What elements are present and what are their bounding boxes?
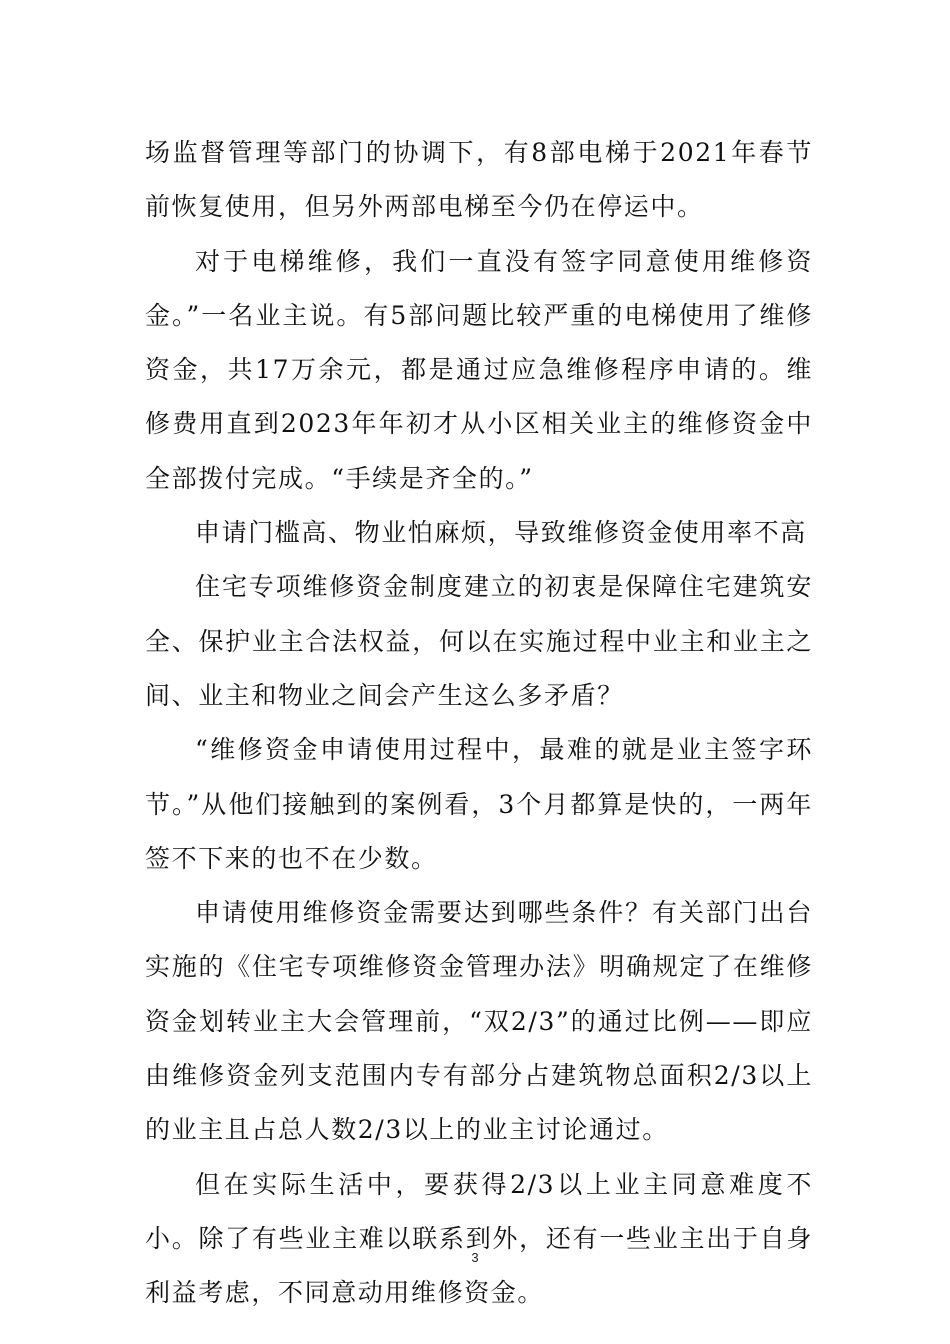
paragraph-5: 申请使用维修资金需要达到哪些条件？有关部门出台实施的《住宅专项维修资金管理办法》明确规定了在维修资金划转业主大会管理前，“双2/3”的通过比例——即应由维修资金列支范围内专有部分占建筑物总面积2/3以上的业主且占总人数2/3以上的业主讨论通过。 (145, 898, 813, 1145)
paragraph-6: 但在实际生活中，要获得2/3以上业主同意难度不小。除了有些业主难以联系到外，还有一些业主出于自身利益考虑，不同意动用维修资金。 (145, 1169, 813, 1308)
paragraph-2: 对于电梯维修，我们一直没有签字同意使用维修资金。”一名业主说。有5部问题比较严重的电梯使用了维修资金，共17万余元，都是通过应急维修程序申请的。维修费用直到2023年年初才从小区相关业主的维修资金中全部拨付完成。“手续是齐全的。” (145, 246, 813, 493)
section-heading: 申请门槛高、物业怕麻烦，导致维修资金使用率不高 (195, 518, 807, 548)
page-number: 3 (471, 1250, 479, 1265)
paragraph-1: 场监督管理等部门的协调下，有8部电梯于2021年春节前恢复使用，但另外两部电梯至今仍在停运中。 (145, 138, 813, 222)
document-body (145, 126, 813, 1321)
paragraph-3: 住宅专项维修资金制度建立的初衷是保障住宅建筑安全、保护业主合法权益，何以在实施过程中业主和业主之间、业主和物业之间会产生这么多矛盾？ (145, 572, 813, 710)
paragraph-4: “维修资金申请使用过程中，最难的就是业主签字环节。”从他们接触到的案例看，3个月都算是快的，一两年签不下来的也不在少数。 (145, 735, 813, 873)
